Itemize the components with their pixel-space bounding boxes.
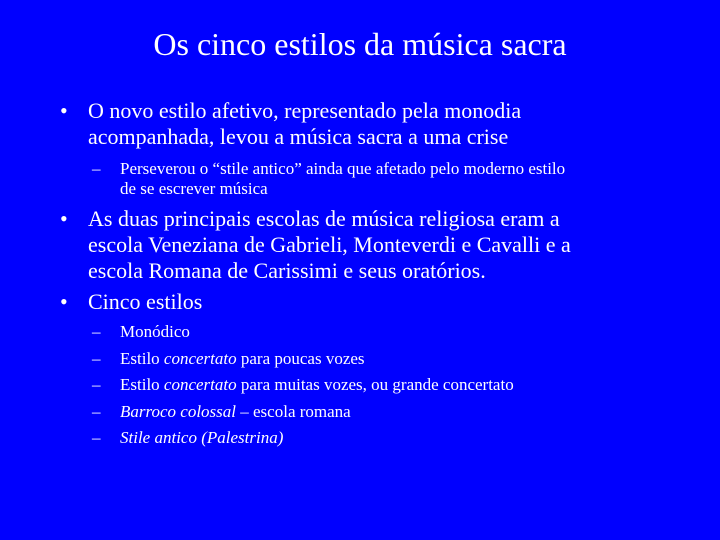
bullet-marker: •	[60, 206, 68, 231]
sub-bullet-line: Perseverou o “stile antico” ainda que afetado pelo moderno estilo	[120, 159, 566, 178]
styles-list-item	[92, 425, 662, 452]
style-plain: Estilo	[120, 348, 164, 368]
bullet-line: escola Romana de Carissimi e seus oratórios.	[88, 258, 486, 283]
styles-list-item	[92, 346, 662, 373]
slide-title: Os cinco estilos da música sacra	[153, 26, 567, 62]
sub-bullet-line: de se escrever música	[120, 179, 268, 198]
style-text	[120, 319, 190, 346]
dash-marker: –	[92, 401, 101, 421]
dash-marker: –	[92, 159, 101, 178]
style-italic: Stile antico (Palestrina)	[120, 428, 284, 447]
bullet-item-1	[60, 98, 680, 150]
sub-bullet-item-1	[92, 159, 662, 199]
bullet-marker: •	[60, 98, 68, 123]
style-plain-2: – escola romana	[236, 401, 351, 421]
style-text	[120, 346, 365, 373]
bullet-line: escola Veneziana de Gabrieli, Monteverdi e Cavalli e a	[88, 232, 571, 257]
style-italic: concertato	[163, 375, 237, 394]
style-text	[120, 425, 283, 452]
bullet-text	[88, 98, 680, 150]
bullet-text	[88, 206, 680, 284]
dash-marker: –	[92, 348, 101, 368]
styles-list-item	[92, 372, 662, 399]
bullet-line: O novo estilo afetivo, representado pela monodia	[88, 98, 522, 123]
dash-marker: –	[92, 428, 101, 447]
dash-marker: –	[92, 322, 101, 341]
style-plain: Estilo	[120, 375, 164, 394]
style-italic: concertato	[163, 348, 237, 368]
dash-marker: –	[92, 375, 101, 394]
bullet-line: acompanhada, levou a música sacra a uma crise	[88, 124, 509, 149]
styles-list-item	[92, 319, 662, 346]
styles-list	[92, 319, 662, 452]
sub-bullet-text	[120, 159, 662, 199]
bullet-line: As duas principais escolas de música religiosa eram a	[88, 206, 560, 231]
bullet-item-2	[60, 206, 680, 284]
style-text	[120, 372, 514, 399]
style-text	[120, 399, 351, 426]
style-plain-2: para muitas vozes, ou grande concertato	[236, 375, 514, 394]
style-italic: Barroco colossal	[120, 401, 237, 421]
bullet-marker: •	[60, 289, 68, 314]
bullet-item-3	[60, 289, 680, 315]
style-plain: Monódico	[120, 322, 190, 341]
styles-list-item	[92, 399, 662, 426]
bullet-text: Cinco estilos	[88, 289, 203, 314]
style-plain-2: para poucas vozes	[236, 348, 365, 368]
